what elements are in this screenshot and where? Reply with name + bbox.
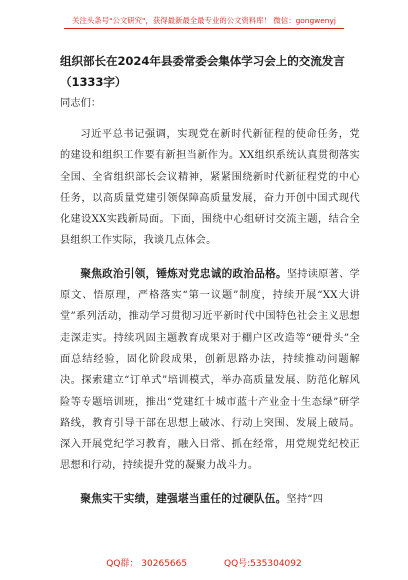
- footer-contact: [0, 556, 408, 572]
- paragraph-political-guidance: [60, 264, 360, 477]
- paragraph-lead: 聚焦政治引领，锤炼对党忠诚的政治品格。: [80, 267, 287, 280]
- paragraph-practical-results: [60, 489, 360, 510]
- paragraph-lead: 聚焦实干实绩，建强堪当重任的过硬队伍。: [80, 492, 287, 505]
- paragraph-body: 坚持“四: [286, 493, 324, 505]
- paragraph-body: 坚持读原著、学原文、悟原理，严格落实“第一议题”制度，持续开展“XX大讲堂”系列活动，推动学习贯彻习近平新时代中国特色社会主义思想走深走实。持续巩固主题教育成果对于棚户区改造等“硬骨头”全面总结经验，固化阶段成果，创新思路办法，持续推动问题解决。探索建立“订单式”培训模式，举办高质量发展、防范化解风险等专题培训班，推出“党建红十城市蓝十产业金十生态绿”研学路线，教育引导干部在思想上破冰、行动上突围、发展上破局。深入开展党纪学习教育，融入日常、抓在经常，用党规党纪校正思想和行动，持续提升党的凝聚力战斗力。: [60, 268, 360, 472]
- paragraph-body: 习近平总书记强调，实现党在新时代新征程的使命任务，党的建设和组织工作要有新担当新作为。XX组织系统认真贯彻落实全国、全省组织部长会议精神，紧紧围绕新时代新征程党的中心任务，以高质量党建引领保障高质量发展，奋力开创中国式现代化建设XX实践新局面。下面，围绕中心组研讨交流主题，结合全县组织工作实际，我谈几点体会。: [60, 129, 360, 247]
- salutation: 同志们：: [60, 97, 102, 109]
- document-word-count: （1333字）: [60, 75, 127, 89]
- footer-qq-number: QQ号:535304092: [223, 559, 302, 569]
- banner-text: 关注头条号"公文研究"，获得最新最全最专业的公文资料库！ 微信：gongwenyj: [64, 14, 344, 29]
- footer-qq-group: QQ群： 30265665: [106, 559, 188, 569]
- paragraph-intro: [60, 124, 360, 252]
- document-title: 组织部长在2024年县委常委会集体学习会上的交流发言: [60, 54, 345, 68]
- document-body: [60, 52, 360, 510]
- top-banner: [0, 8, 408, 30]
